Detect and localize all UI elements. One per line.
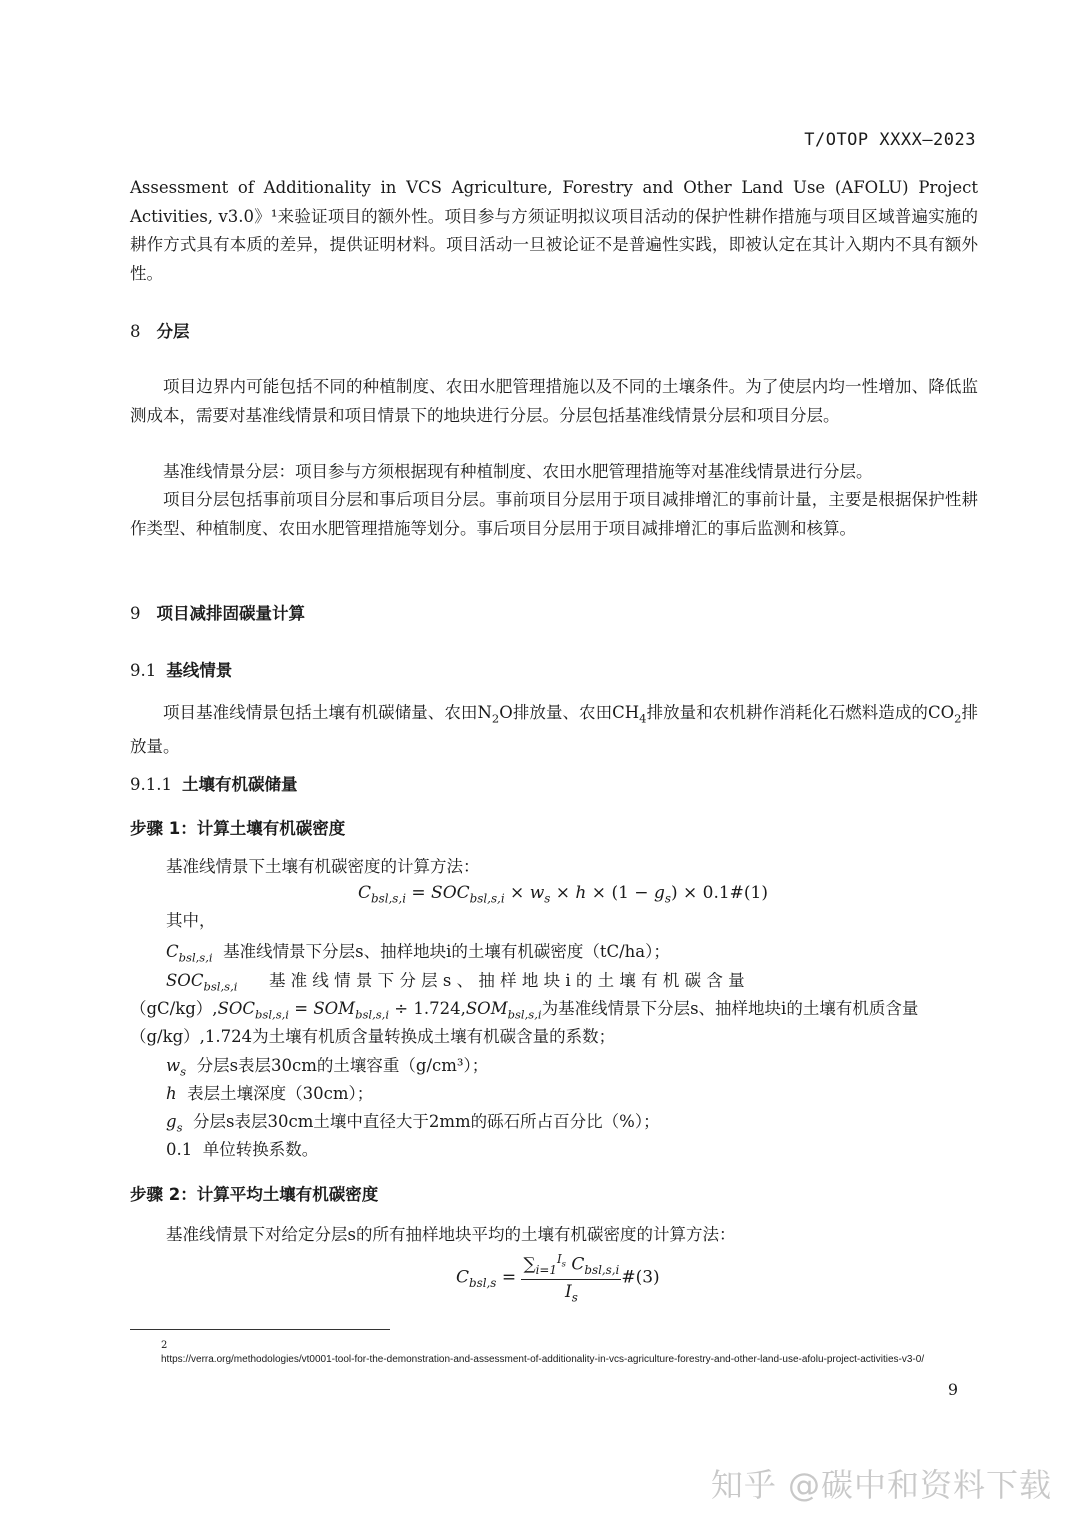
section-number: 8: [130, 322, 141, 341]
definition-soc-line-2: $(gC/kg),SOC_{bsl,s,i} = SOM_{bsl,s,i} \div 1.724,SOM_{bsl,s,i}$为基准线情景下分层s、抽样地块i的土壤有机质含量: [130, 999, 919, 1022]
text-run: 排放量、农田: [512, 703, 613, 722]
sec8-paragraph-2: 基准线情景分层：项目参与方须根据现有种植制度、农田水肥管理措施等对基准线情景进行分层。: [163, 462, 873, 481]
intro-paragraph: Assessment of Additionality in VCS Agriculture, Forestry and Other Land Use (AFOLU) Project Activities, v3.0》¹来验证项目的额外性。项目参与方须证明拟议项目活动的保护性耕作措施与项目区域普遍实施的耕作方式具有本质的差异，提供证明材料。项目活动一旦被论证不是普遍性实践，即被认定在其计入期内不具有额外性。: [130, 178, 978, 283]
section-number: 9.1: [130, 661, 157, 680]
section-number: 9.1.1: [130, 775, 172, 794]
formula-1: $C_{bsl,s,i} = SOC_{bsl,s,i} \times w_s \times h \times (1 - g_s)$ × 0.1#(1): [358, 883, 768, 906]
section-9-1-heading: [130, 657, 232, 681]
section-title: 土壤有机碳储量: [181, 775, 298, 794]
footnote-divider: [130, 1329, 390, 1330]
definition-h: h 表层土壤深度（30cm）；: [166, 1084, 374, 1103]
text-run: 项目基准线情景包括土壤有机碳储量、农田: [163, 703, 478, 722]
definition-soc-line-3: （g/kg）,1.724为土壤有机质含量转换成土壤有机碳含量的系数；: [130, 1027, 616, 1046]
section-title: 基线情景: [166, 661, 233, 680]
section-title: 项目减排固碳量计算: [156, 604, 305, 623]
formula-3: $C_{bsl,s}$ = $\frac{\sum_{i=1}^{I_s} C_{bsl,s,i}}{I_s}$ #(3): [456, 1252, 660, 1305]
step-2-intro: 基准线情景下对给定分层s的所有抽样地块平均的土壤有机碳密度的计算方法：: [166, 1225, 736, 1244]
step-1-intro: 基准线情景下土壤有机碳密度的计算方法：: [166, 857, 480, 876]
definition-soc-line-1: $SOC_{bsl,s,i}$ 基 准 线 情 景 下 分 层 s 、 抽 样 地 块 i 的 土 壤 有 机 碳 含 量: [166, 971, 745, 994]
definition-text: 表层土壤深度（30cm）；: [187, 1084, 374, 1103]
definition-g: $g_s$ 分层s表层30cm土壤中直径大于2mm的砾石所占百分比（%）；: [166, 1112, 660, 1135]
sec8-paragraph-1: 项目边界内可能包括不同的种植制度、农田水肥管理措施以及不同的土壤条件。为了使层内均一性增加、降低监测成本，需要对基准线情景和项目情景下的地块进行分层。分层包括基准线情景分层和项目分层。: [130, 377, 978, 425]
footnote-number: 2: [161, 1340, 168, 1351]
section-9-1-1-heading: [130, 771, 297, 795]
definition-text: 为基准线情景下分层s、抽样地块i的土壤有机质含量: [541, 999, 919, 1018]
watermark: 知乎 @碳中和资料下载: [710, 1466, 1052, 1504]
definition-text: （gC/kg）,: [130, 999, 218, 1018]
definition-text: 单位转换系数。: [202, 1140, 319, 1159]
section-9-heading: [130, 600, 305, 624]
definition-text: 分层s表层30cm的土壤容重（g/cm³）；: [196, 1056, 489, 1075]
sec8-paragraph-3: 项目分层包括事前项目分层和事后项目分层。事前项目分层用于项目减排增汇的事前计量，主要是根据保护性耕作类型、种植制度、农田水肥管理措施等划分。事后项目分层用于项目减排增汇的事后监测和核算。: [130, 490, 978, 538]
step-2-heading: 步骤 2：计算平均土壤有机碳密度: [130, 1185, 379, 1204]
section-8-heading: [130, 318, 190, 342]
definition-text: 基 准 线 情 景 下 分 层 s 、 抽 样 地 块 i 的 土 壤 有 机 碳 含 量: [268, 971, 745, 990]
sec9-1-paragraph: 项目基准线情景包括土壤有机碳储量、农田$N_2O$排放量、农田$CH_4$排放量和农机耕作消耗化石燃料造成的$CO_2$排放量。: [130, 703, 979, 756]
definition-c: $C_{bsl,s,i}$ 基准线情景下分层s、抽样地块i的土壤有机碳密度（tC/ha）；: [166, 942, 670, 965]
text-run: 造成的: [878, 703, 928, 722]
footnote-url: https://verra.org/methodologies/vt0001-tool-for-the-demonstration-and-assessment-of-additionality-in-vcs-agriculture-forestry-and-other-land-use-afolu-project-activities-v3-0/: [161, 1354, 925, 1365]
text-run: 排放量。: [130, 703, 979, 756]
definition-value: 0.1: [166, 1140, 193, 1159]
standard-code: T/OTOP XXXX—2023: [804, 130, 976, 150]
section-title: 分层: [156, 322, 190, 341]
qizhong-label: 其中，: [166, 911, 216, 930]
formula-fraction: $\frac{\sum_{i=1}^{I_s} C_{bsl,s,i}}{I_s}$: [523, 1252, 620, 1305]
definition-w: $w_s$ 分层s表层30cm的土壤容重（g/cm³）；: [166, 1056, 489, 1079]
section-number: 9: [130, 604, 141, 623]
definition-text: 分层s表层30cm土壤中直径大于2mm的砾石所占百分比（%）；: [193, 1112, 660, 1131]
step-1-heading: 步骤 1：计算土壤有机碳密度: [130, 819, 346, 838]
definition-01: [166, 1137, 318, 1163]
text-run: 排放量和农机耕作消耗化石燃料: [646, 703, 879, 722]
definition-text: 基准线情景下分层s、抽样地块i的土壤有机碳密度（tC/ha）；: [223, 942, 670, 961]
page-number: 9: [947, 1380, 958, 1399]
